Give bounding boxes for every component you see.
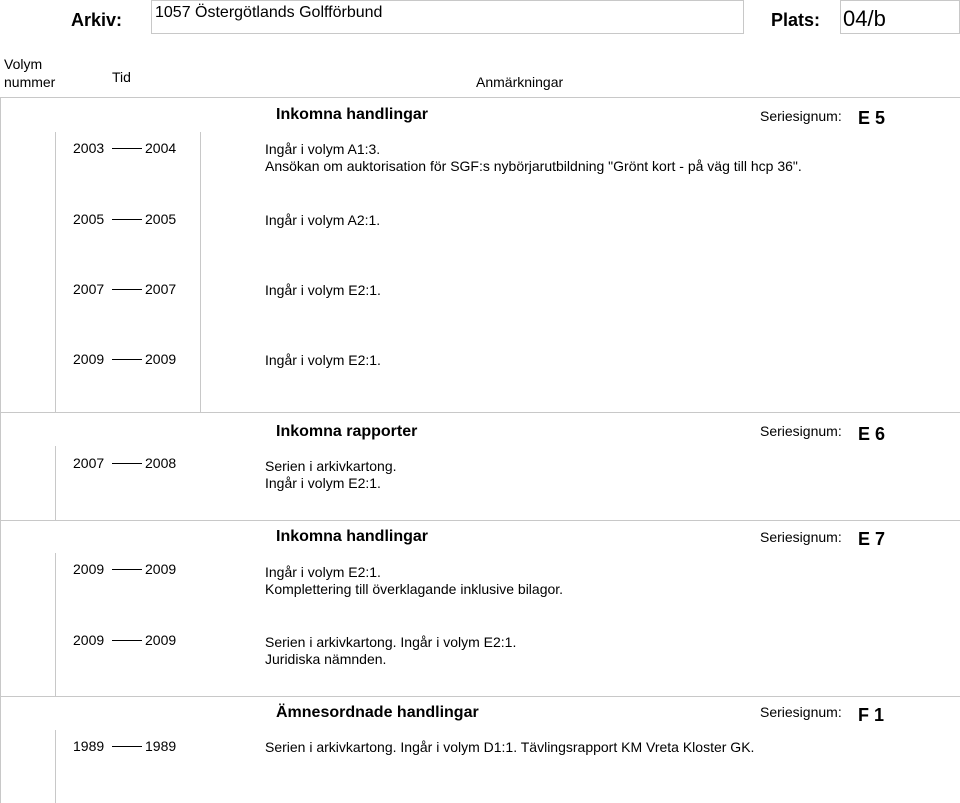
date-to: 2007 bbox=[145, 281, 177, 297]
series-signum-code: E 6 bbox=[858, 424, 886, 444]
remark-line: Ingår i volym E2:1. bbox=[265, 352, 381, 368]
series-signum-label: Seriesignum: bbox=[760, 108, 842, 124]
date-range-dash bbox=[112, 289, 142, 290]
series-title: Inkomna rapporter bbox=[276, 423, 418, 440]
archive-label: Arkiv: bbox=[71, 10, 123, 30]
divider bbox=[0, 97, 1, 803]
col-time: Tid bbox=[112, 69, 131, 85]
divider bbox=[0, 412, 960, 413]
series-title: Inkomna handlingar bbox=[276, 528, 429, 545]
place-value: 04/b bbox=[843, 6, 886, 31]
date-to: 2009 bbox=[145, 561, 177, 577]
date-from: 2003 bbox=[73, 140, 105, 156]
date-range-dash bbox=[112, 640, 142, 641]
series-signum-code: E 7 bbox=[858, 529, 886, 549]
date-from: 2009 bbox=[73, 632, 105, 648]
remark-line: Komplettering till överklagande inklusive bilagor. bbox=[265, 581, 564, 597]
date-from: 1989 bbox=[73, 738, 105, 754]
series-title: Ämnesordnade handlingar bbox=[276, 704, 479, 721]
date-from: 2009 bbox=[73, 561, 105, 577]
series-signum-code: F 1 bbox=[858, 705, 885, 725]
divider bbox=[55, 446, 56, 520]
divider bbox=[200, 132, 201, 412]
date-from: 2005 bbox=[73, 211, 105, 227]
date-range-dash bbox=[112, 359, 142, 360]
date-range-dash bbox=[112, 569, 142, 570]
remark-line: Ingår i volym E2:1. bbox=[265, 475, 381, 491]
remark-line: Serien i arkivkartong. Ingår i volym E2:1. bbox=[265, 634, 517, 650]
divider bbox=[55, 730, 56, 803]
remark-line: Serien i arkivkartong. bbox=[265, 458, 397, 474]
series-signum-label: Seriesignum: bbox=[760, 529, 842, 545]
date-from: 2009 bbox=[73, 351, 105, 367]
col-volume-line1: Volym bbox=[4, 56, 43, 72]
date-to: 2005 bbox=[145, 211, 177, 227]
date-from: 2007 bbox=[73, 455, 105, 471]
col-remarks: Anmärkningar bbox=[476, 74, 564, 90]
date-range-dash bbox=[112, 746, 142, 747]
remark-line: Juridiska nämnden. bbox=[265, 651, 387, 667]
date-to: 2004 bbox=[145, 140, 177, 156]
remark-line: Serien i arkivkartong. Ingår i volym D1:1. Tävlingsrapport KM Vreta Kloster GK. bbox=[265, 739, 755, 755]
series-title: Inkomna handlingar bbox=[276, 106, 429, 123]
archive-value: 1057 Östergötlands Golfförbund bbox=[155, 4, 383, 21]
series-signum-label: Seriesignum: bbox=[760, 423, 842, 439]
date-to: 2009 bbox=[145, 632, 177, 648]
remark-line: Ingår i volym A2:1. bbox=[265, 212, 381, 228]
date-range-dash bbox=[112, 463, 142, 464]
col-volume-line2: nummer bbox=[4, 74, 56, 90]
divider bbox=[0, 520, 960, 521]
remark-line: Ansökan om auktorisation för SGF:s nybörjarutbildning "Grönt kort - på väg till hcp 36". bbox=[265, 158, 802, 174]
date-range-dash bbox=[112, 148, 142, 149]
divider bbox=[55, 132, 56, 412]
series-signum-label: Seriesignum: bbox=[760, 704, 842, 720]
date-range-dash bbox=[112, 219, 142, 220]
remark-line: Ingår i volym A1:3. bbox=[265, 141, 381, 157]
date-from: 2007 bbox=[73, 281, 105, 297]
date-to: 1989 bbox=[145, 738, 177, 754]
remark-line: Ingår i volym E2:1. bbox=[265, 282, 381, 298]
remark-line: Ingår i volym E2:1. bbox=[265, 564, 381, 580]
series-signum-code: E 5 bbox=[858, 108, 886, 128]
date-to: 2008 bbox=[145, 455, 177, 471]
place-label: Plats: bbox=[771, 10, 821, 30]
divider bbox=[55, 553, 56, 696]
date-to: 2009 bbox=[145, 351, 177, 367]
divider bbox=[0, 97, 960, 98]
divider bbox=[0, 696, 960, 697]
